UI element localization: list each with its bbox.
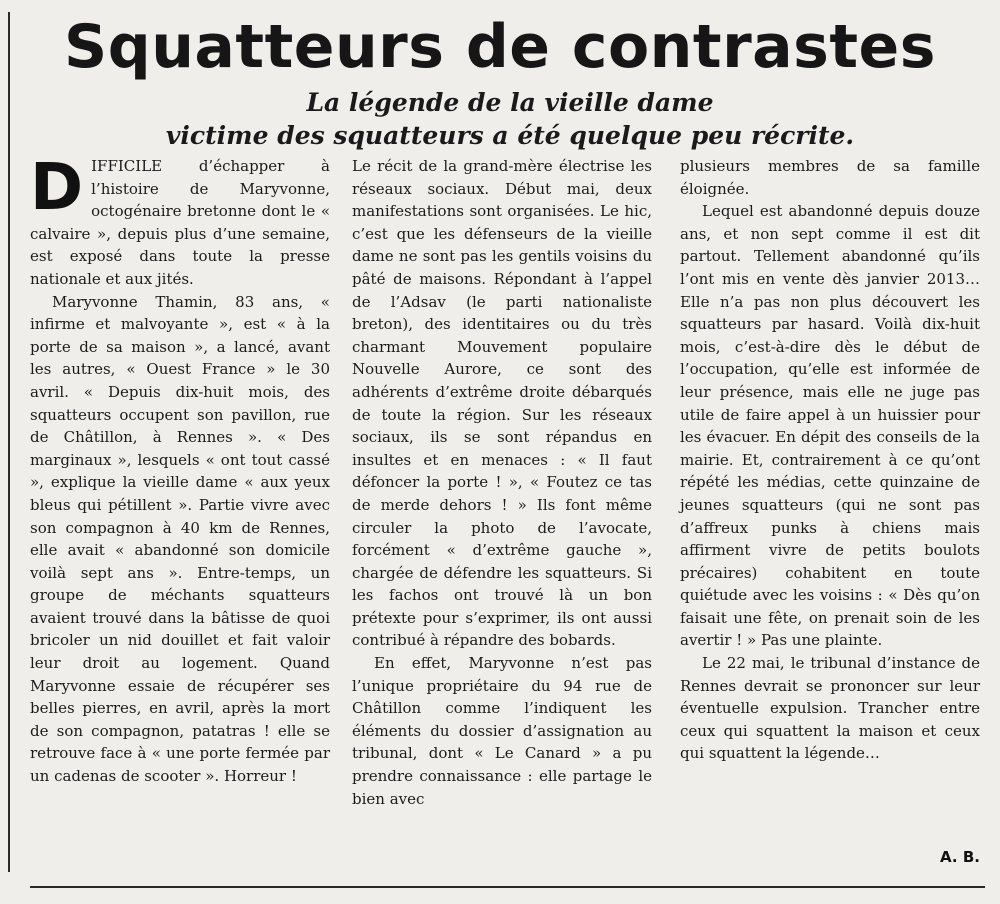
subtitle-line-1: La légende de la vieille dame	[306, 88, 714, 117]
article-column-2	[352, 155, 652, 810]
article-subtitle	[60, 86, 960, 152]
paragraph: En effet, Maryvonne n’est pas l’unique propriétaire du 94 rue de Châtillon comme l’indiquent les éléments du dossier d’assignation au tribunal, dont « Le Canard » a pu prendre connaissance : elle partage le bien avec	[352, 654, 652, 808]
paragraph-text: IFFICILE d’échapper à l’histoire de Maryvonne, octogénaire bretonne dont le « calvaire », depuis plus d’une semaine, est exposé dans toute la presse nationale et aux jités.	[30, 157, 330, 288]
article-title: Squatteurs de contrastes	[64, 12, 936, 82]
paragraph: Lequel est abandonné depuis douze ans, et non sept comme il est dit partout. Tellement abandonné qu’ils l’ont mis en vente dès janvier 2013… Elle n’a pas non plus découvert les squatteurs par hasard. Voilà dix-huit mois, c’est-à-dire dès le début de l’occupation, qu’elle est informée de leur présence, mais elle ne juge pas utile de faire appel à un huissier pour les évacuer. En dépit des conseils de la mairie. Et, contrairement à ce qu’ont répété les médias, cette quinzaine de jeunes squatteurs (qui ne sont pas d’affreux punks à chiens mais affirment vivre de petits boulots précaires) cohabitent en toute quiétude avec les voisins : « Dès qu’on faisait une fête, on prenait soin de les avertir ! » Pas une plainte.	[680, 202, 980, 650]
article-column-1	[30, 151, 330, 788]
paragraph: Maryvonne Thamin, 83 ans, « infirme et malvoyante », est « à la porte de sa maison », a lancé, avant les autres, « Ouest France » le 30 avril. « Depuis dix-huit mois, des squatteurs occupent son pavillon, rue de Châtillon, à Rennes ». « Des marginaux », lesquels « ont tout cassé », explique la vieille dame « aux yeux bleus qui pétillent ». Partie vivre avec son compagnon à 40 km de Rennes, elle avait « abandonné son domicile voilà sept ans ». Entre-temps, un groupe de méchants squatteurs avaient trouvé dans la bâtisse de quoi bricoler un nid douillet et fait valoir leur droit au logement. Quand Maryvonne essaie de récupérer ses belles pierres, en avril, après la mort de son compagnon, patatras ! elle se retrouve face à « une porte fermée par un cadenas de scooter ». Horreur !	[30, 292, 330, 786]
paragraph: Le récit de la grand-mère électrise les réseaux sociaux. Début mai, deux manifestations sont organisées. Le hic, c’est que les défenseurs de la vieille dame ne sont pas les gentils voisins du pâté de maisons. Répondant à l’appel de l’Adsav (le parti nationaliste breton), des identitaires ou du très charmant Mouvement populaire Nouvelle Aurore, ce sont des adhérents d’extrême droite débarqués de toute la région. Sur les réseaux sociaux, ils se sont répandus en insultes et en menaces : « Il faut défoncer la porte ! », « Foutez ce tas de merde dehors ! » Ils font même circuler la photo de l’avocate, forcément « d’extrême gauche », chargée de défendre les squatteurs. Si les fachos ont trouvé là un bon prétexte pour s’exprimer, ils ont aussi contribué à répandre des bobards.	[352, 157, 652, 650]
subtitle-line-2: victime des squatteurs a été quelque peu récrite.	[165, 121, 855, 150]
left-column-rule	[8, 12, 10, 872]
article-column-3	[680, 155, 980, 765]
paragraph: Le 22 mai, le tribunal d’instance de Rennes devrait se prononcer sur leur éventuelle expulsion. Trancher entre ceux qui squattent la maison et ceux qui squattent la légende…	[680, 654, 980, 763]
paragraph	[30, 151, 330, 291]
paragraph: plusieurs membres de sa famille éloignée.	[680, 157, 980, 198]
author-signature: A. B.	[940, 848, 980, 866]
bottom-rule	[30, 886, 985, 888]
drop-cap: D	[30, 151, 84, 225]
